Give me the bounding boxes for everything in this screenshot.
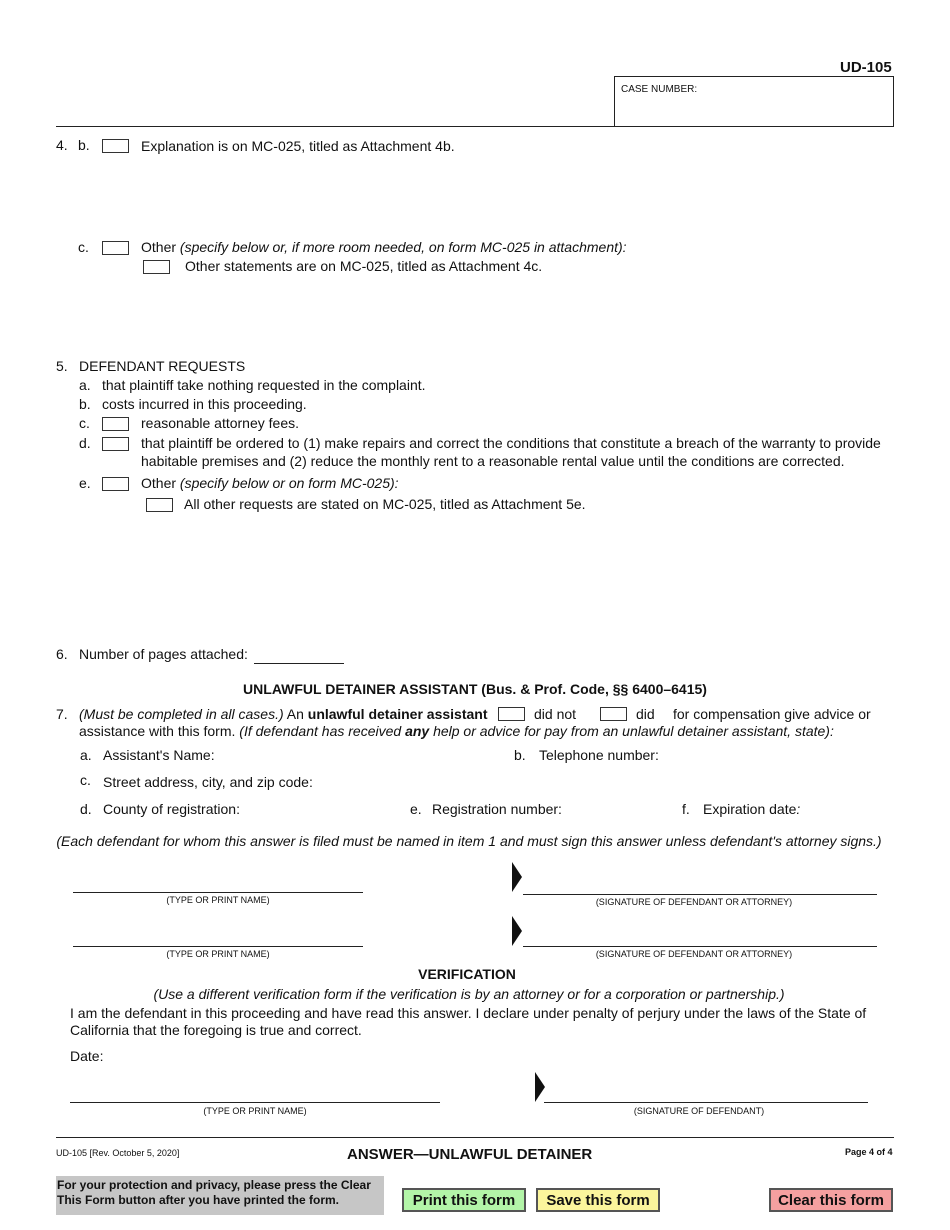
item7-number: 7.: [56, 706, 68, 722]
item7-line2-any: any: [405, 723, 430, 739]
uda-did-checkbox[interactable]: [600, 707, 627, 721]
uda-did-not-checkbox[interactable]: [498, 707, 525, 721]
print-name-field-1[interactable]: [73, 892, 363, 893]
privacy-notice-line2: This Form button after you have printed the form.: [57, 1193, 340, 1207]
verification-text-1: I am the defendant in this proceeding and have read this answer. I declare under penalty of perjury under the laws of the State of: [70, 1005, 867, 1021]
item6-number: 6.: [56, 646, 68, 662]
print-form-button[interactable]: Print this form: [402, 1188, 526, 1212]
uda-did-not-label: did not: [534, 706, 577, 722]
item7c-label: Street address, city, and zip code:: [103, 774, 313, 790]
item5b-text: costs incurred in this proceeding.: [102, 396, 307, 412]
item5d-letter: d.: [79, 435, 91, 451]
case-number-box[interactable]: [614, 76, 894, 126]
item4c-other-label: Other: [141, 239, 177, 255]
item5c-checkbox[interactable]: [102, 417, 129, 431]
item5e-checkbox[interactable]: [102, 477, 129, 491]
item4c-other-instructions: (specify below or, if more room needed, on form MC-025 in attachment):: [179, 239, 627, 255]
item4b-letter: b.: [78, 137, 90, 153]
signature-caption-2: (SIGNATURE OF DEFENDANT OR ATTORNEY): [595, 949, 793, 959]
item7-rest: for compensation give advice or: [673, 706, 871, 722]
verification-print-name-caption: (TYPE OR PRINT NAME): [203, 1106, 307, 1116]
item5e-attach-text: All other requests are stated on MC-025, titled as Attachment 5e.: [184, 496, 586, 512]
item7e-letter: e.: [410, 801, 422, 817]
item4c-attach-text: Other statements are on MC-025, titled as Attachment 4c.: [185, 258, 543, 274]
signature-field-1[interactable]: [523, 894, 877, 895]
item7-line2: [79, 723, 834, 739]
item5-number: 5.: [56, 358, 68, 374]
item7-intro-bold: unlawful detainer assistant: [307, 706, 488, 722]
item4b-checkbox[interactable]: [102, 139, 129, 153]
item7f-letter: f.: [682, 801, 690, 817]
signing-note: (Each defendant for whom this answer is filed must be named in item 1 and must sign this answer unless defendant's attorney signs.): [56, 833, 882, 849]
privacy-notice: [56, 1176, 384, 1215]
item7e-label: Registration number:: [432, 801, 562, 817]
verification-subtitle: (Use a different verification form if the verification is by an attorney or for a corporation or partnership.): [153, 986, 785, 1002]
footer-page: Page 4 of 4: [845, 1147, 893, 1157]
print-name-caption-1: (TYPE OR PRINT NAME): [166, 895, 270, 905]
signature-arrow-icon-1: [512, 862, 522, 892]
item7a-label: Assistant's Name:: [103, 747, 215, 763]
item4b-text: Explanation is on MC-025, titled as Attachment 4b.: [141, 138, 455, 154]
item7-intro: [79, 706, 488, 722]
verification-signature-caption: (SIGNATURE OF DEFENDANT): [633, 1106, 765, 1116]
signature-caption-1: (SIGNATURE OF DEFENDANT OR ATTORNEY): [595, 897, 793, 907]
item7-intro-italic: (Must be completed in all cases.): [79, 706, 284, 722]
item5e-other: [141, 475, 399, 491]
item5d-text-line2: habitable premises and (2) reduce the monthly rent to a reasonable rental value until the conditions are corrected.: [141, 453, 845, 469]
save-form-button[interactable]: Save this form: [536, 1188, 660, 1212]
item7-line2-italic-b: help or advice for pay from an unlawful detainer assistant, state):: [433, 723, 834, 739]
case-number-label: CASE NUMBER:: [621, 84, 698, 95]
item7d-letter: d.: [80, 801, 92, 817]
print-name-field-2[interactable]: [73, 946, 363, 947]
verification-print-name-field[interactable]: [70, 1102, 440, 1103]
signature-arrow-icon-2: [512, 916, 522, 946]
verification-date-label: Date:: [70, 1048, 104, 1064]
item4c-attach-checkbox[interactable]: [143, 260, 170, 274]
item5a-text: that plaintiff take nothing requested in the complaint.: [102, 377, 426, 393]
item4c-letter: c.: [78, 239, 89, 255]
item5e-letter: e.: [79, 475, 91, 491]
footer-rule: [56, 1137, 894, 1138]
print-name-caption-2: (TYPE OR PRINT NAME): [166, 949, 270, 959]
item7f-label: [703, 801, 800, 817]
verification-signature-arrow-icon: [535, 1072, 545, 1102]
item5d-text-line1: that plaintiff be ordered to (1) make repairs and correct the conditions that constitute a breach of the warranty to provide: [141, 435, 881, 451]
item7-line2-plain: assistance with this form.: [79, 723, 236, 739]
item5c-text: reasonable attorney fees.: [141, 415, 299, 431]
item6-label: Number of pages attached:: [79, 646, 248, 662]
item5a-letter: a.: [79, 377, 91, 393]
footer-title: ANSWER—UNLAWFUL DETAINER: [347, 1146, 593, 1163]
item7b-letter: b.: [514, 747, 526, 763]
item4c-other: [141, 239, 627, 255]
form-id: UD-105: [840, 59, 892, 76]
signature-field-2[interactable]: [523, 946, 877, 947]
item5e-other-instructions: (specify below or on form MC-025):: [179, 475, 399, 491]
item7d-label: County of registration:: [103, 801, 240, 817]
item5c-letter: c.: [79, 415, 90, 431]
item4-number: 4.: [56, 137, 68, 153]
item5b-letter: b.: [79, 396, 91, 412]
item7f-label-colon: :: [796, 801, 801, 817]
footer-revision: UD-105 [Rev. October 5, 2020]: [56, 1148, 180, 1158]
item7f-label-text: Expiration date: [703, 801, 797, 817]
uda-heading: UNLAWFUL DETAINER ASSISTANT (Bus. & Prof. Code, §§ 6400–6415): [243, 681, 707, 697]
header-rule: [56, 126, 894, 127]
verification-text-2: California that the foregoing is true and correct.: [70, 1022, 362, 1038]
item4c-checkbox[interactable]: [102, 241, 129, 255]
item5e-attach-checkbox[interactable]: [146, 498, 173, 512]
verification-signature-field[interactable]: [544, 1102, 868, 1103]
pages-attached-field[interactable]: [254, 663, 344, 664]
item7c-letter: c.: [80, 772, 91, 788]
item5e-other-label: Other: [141, 475, 177, 491]
item5-title: DEFENDANT REQUESTS: [79, 358, 246, 374]
verification-title: VERIFICATION: [418, 966, 516, 982]
item7a-letter: a.: [80, 747, 92, 763]
item7-line2-italic-a: (If defendant has received: [239, 723, 402, 739]
item7b-label: Telephone number:: [539, 747, 659, 763]
item7-intro-an: An: [286, 706, 304, 722]
item5d-checkbox[interactable]: [102, 437, 129, 451]
privacy-notice-line1: For your protection and privacy, please press the Clear: [57, 1178, 371, 1192]
uda-did-label: did: [636, 706, 655, 722]
clear-form-button[interactable]: Clear this form: [769, 1188, 893, 1212]
